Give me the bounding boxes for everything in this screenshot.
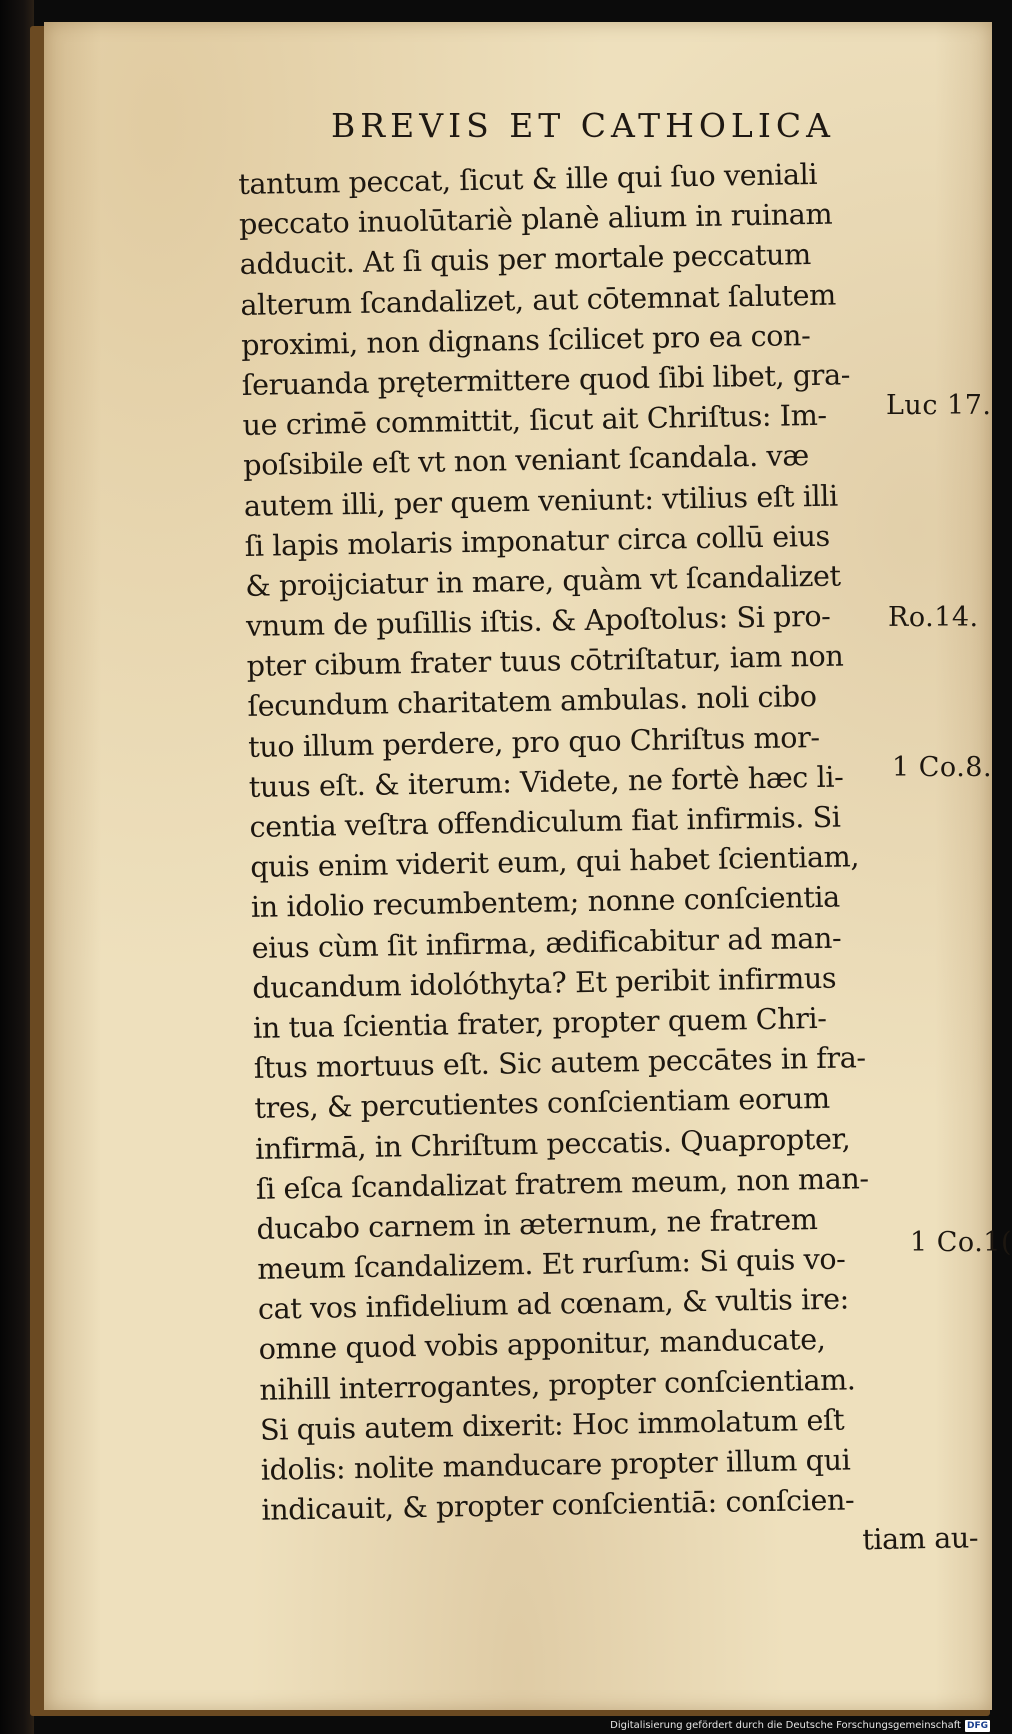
text-line: tuus eſt. & iterum: Videte, ne fortè hæc li- [248, 759, 844, 804]
text-line: centia veſtra offendiculum fiat infirmis. Si [249, 799, 841, 844]
text-line: meum ſcandalizem. Et rurſum: Si quis vo- [256, 1241, 846, 1286]
digitization-credit [610, 1717, 990, 1734]
credit-text: Digitalisierung gefördert durch die Deutsche Forschungsgemeinschaft [610, 1720, 961, 1731]
text-line: pter cibum frater tuus cōtriſtatur, iam non [246, 638, 844, 684]
catchword: tiam au- [861, 1520, 979, 1557]
text-line: ſtus mortuus eſt. Sic autem peccātes in fra- [253, 1040, 866, 1085]
text-line: peccato inuolūtariè planè alium in ruinam [238, 196, 833, 242]
text-line: in tua ſcientia frater, propter quem Chri- [252, 1000, 827, 1045]
text-line: omne quod vobis apponitur, manducate, [258, 1322, 826, 1367]
text-line: Si quis autem dixerit: Hoc immolatum eſt [259, 1402, 845, 1447]
text-line: ſi lapis molaris imponatur circa collū eius [244, 518, 831, 563]
dfg-logo-icon: DFG [966, 1720, 988, 1731]
text-line: ſecundum charitatem ambulas. noli cibo [247, 679, 817, 724]
text-line: proximi, non dignans ſcilicet pro ea con- [240, 317, 811, 362]
text-line: ue crimē committit, ſicut ait Chriſtus: Im- [242, 397, 827, 443]
text-line: ſi eſca ſcandalizat fratrem meum, non man- [255, 1160, 869, 1206]
text-line: tuo illum perdere, pro quo Chriſtus mor- [247, 719, 820, 764]
text-line: ducabo carnem in æternum, ne fratrem [256, 1201, 818, 1246]
running-head: BREVIS ET CATHOLICA [331, 106, 835, 145]
text-line: infirmā, in Chriſtum peccatis. Quapropter, [254, 1120, 851, 1166]
text-line: eius cùm ſit infirma, ædificabitur ad man- [251, 920, 842, 965]
sidenote-luke: Luc 17. [886, 390, 992, 421]
binding-edge [0, 0, 34, 1734]
sidenote-corinthians-10: 1 Co.1( [910, 1227, 1012, 1258]
text-line: nihill interrogantes, propter conſcientiam. [259, 1362, 856, 1407]
sidenote-romans: Ro.14. [888, 602, 979, 633]
text-line: quis enim viderit eum, qui habet ſcientiam, [249, 839, 860, 885]
text-line: in idolio recumbentem; nonne conſcientia [250, 879, 840, 925]
text-line: cat vos infidelium ad cœnam, & vultis ire: [257, 1281, 850, 1327]
text-line: idolis: nolite manducare propter illum qui [260, 1442, 851, 1487]
text-line: alterum ſcandalizet, aut cōtemnat ſalutem [240, 277, 837, 322]
text-line: indicauit, & propter conſcientiā: conſcien- [261, 1482, 855, 1527]
book-page [44, 22, 1012, 1710]
text-line: autem illi, per quem veniunt: vtilius eſt illi [243, 478, 839, 523]
text-line: ſeruanda prętermittere quod ſibi libet, gra- [241, 357, 851, 402]
text-line: poſsibile eſt vt non veniant ſcandala. væ [242, 438, 810, 483]
text-line: tres, & percutientes conſcientiam eorum [254, 1081, 830, 1126]
text-line: vnum de puſillis iſtis. & Apoſtolus: Si pro- [245, 598, 831, 643]
sidenote-corinthians-8: 1 Co.8. [892, 752, 993, 783]
text-line: adducit. At ſi quis per mortale peccatum [239, 237, 812, 282]
main-text-block [238, 151, 982, 1570]
text-line: & proijciatur in mare, quàm vt ſcandalizet [245, 558, 841, 603]
text-line: tantum peccat, ſicut & ille qui ſuo veniali [238, 156, 818, 201]
text-line: ducandum idolóthyta? Et peribit infirmus [252, 960, 837, 1005]
